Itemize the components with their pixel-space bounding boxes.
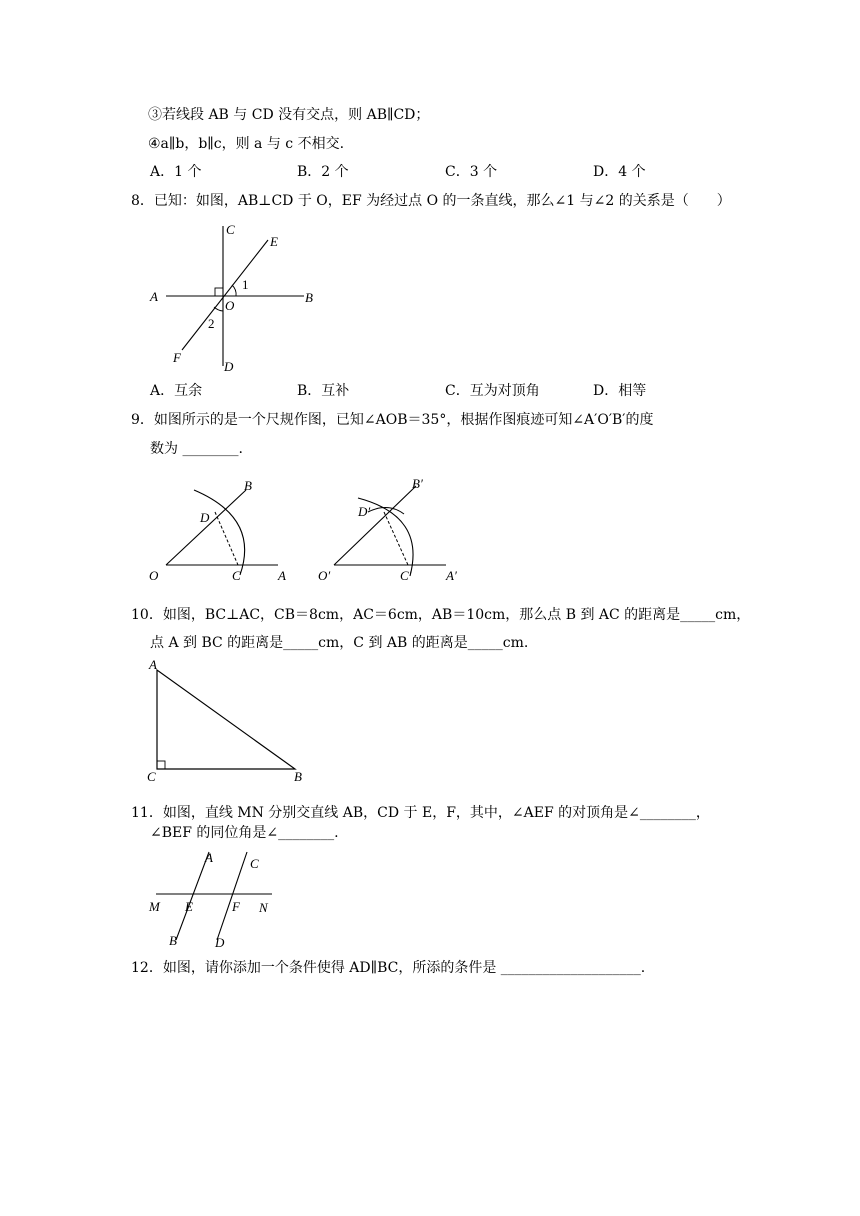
q10-label-b: B <box>294 769 302 784</box>
q8-stem: 8．已知：如图，AB⊥CD 于 O，EF 为经过点 O 的一条直线，那么∠1 与∠2 的关系是（ ） <box>131 193 731 209</box>
q9-right-label-a: A′ <box>446 568 457 583</box>
q11-label-a: A <box>205 850 213 865</box>
q10-stem-line2: 点 A 到 BC 的距离是_____cm，C 到 AB 的距离是_____cm. <box>150 635 529 651</box>
q11-label-b: B <box>169 933 177 948</box>
q11-label-c: C <box>250 856 259 871</box>
q11-label-e: E <box>185 899 193 914</box>
q9-left-label-o: O <box>149 568 159 583</box>
q8-label-c: C <box>226 222 235 237</box>
q8-option-b: B．互补 <box>297 383 350 399</box>
q11-label-f: F <box>232 899 240 914</box>
q9-left-label-b: B <box>244 478 252 493</box>
q9-right-label-b: B′ <box>412 476 423 491</box>
q8-label-a: A <box>150 289 158 304</box>
q10-figure <box>142 655 312 785</box>
q10-stem-line1: 10．如图，BC⊥AC，CB＝8cm，AC＝6cm，AB＝10cm，那么点 B 到 AC 的距离是_____cm， <box>131 607 751 623</box>
q7-item-4: ④a∥b，b∥c，则 a 与 c 不相交. <box>148 136 345 152</box>
q8-label-1: 1 <box>242 277 249 292</box>
q8-option-c: C．互为对顶角 <box>445 383 540 399</box>
q7-option-b: B．2 个 <box>297 164 349 180</box>
q9-right-label-o: O′ <box>318 568 331 583</box>
q10-label-a: A <box>149 657 157 672</box>
q8-label-o: O <box>225 298 235 313</box>
q7-item-3: ③若线段 AB 与 CD 没有交点，则 AB∥CD； <box>148 107 430 123</box>
q11-stem-line2: ∠BEF 的同位角是∠________. <box>150 825 339 841</box>
q9-right-label-c: C′ <box>400 568 412 583</box>
q9-figure-right <box>318 468 478 586</box>
q9-left-label-a: A <box>278 568 286 583</box>
q8-figure <box>140 218 330 378</box>
q11-figure <box>142 848 282 954</box>
q11-stem-line1: 11．如图，直线 MN 分别交直线 AB，CD 于 E，F，其中，∠AEF 的对顶角是∠________， <box>131 805 710 821</box>
q8-label-b: B <box>305 290 313 305</box>
q9-figure-left <box>148 470 298 585</box>
q7-option-c: C．3 个 <box>445 164 498 180</box>
q10-label-c: C <box>147 769 156 784</box>
q8-label-2: 2 <box>208 316 215 331</box>
q11-label-d: D <box>215 935 225 950</box>
q8-label-d: D <box>224 359 234 374</box>
q8-label-f: F <box>173 350 181 365</box>
q8-option-a: A．互余 <box>150 383 203 399</box>
q7-option-d: D．4 个 <box>593 164 646 180</box>
q9-stem-line1: 9．如图所示的是一个尺规作图，已知∠AOB＝35°，根据作图痕迹可知∠A′O′B′的度 <box>131 412 654 428</box>
q11-label-m: M <box>149 899 160 914</box>
q8-option-d: D．相等 <box>593 383 647 399</box>
q9-right-label-d: D′ <box>358 504 371 519</box>
q8-label-e: E <box>270 234 278 249</box>
q9-left-label-c: C <box>232 568 241 583</box>
q7-option-a: A．1 个 <box>150 164 202 180</box>
q9-stem-line2: 数为 ________. <box>150 441 243 457</box>
q12-stem: 12．如图，请你添加一个条件使得 AD∥BC，所添的条件是 ____________________. <box>131 960 646 976</box>
q9-left-label-d: D <box>200 510 210 525</box>
q11-label-n: N <box>259 900 268 915</box>
